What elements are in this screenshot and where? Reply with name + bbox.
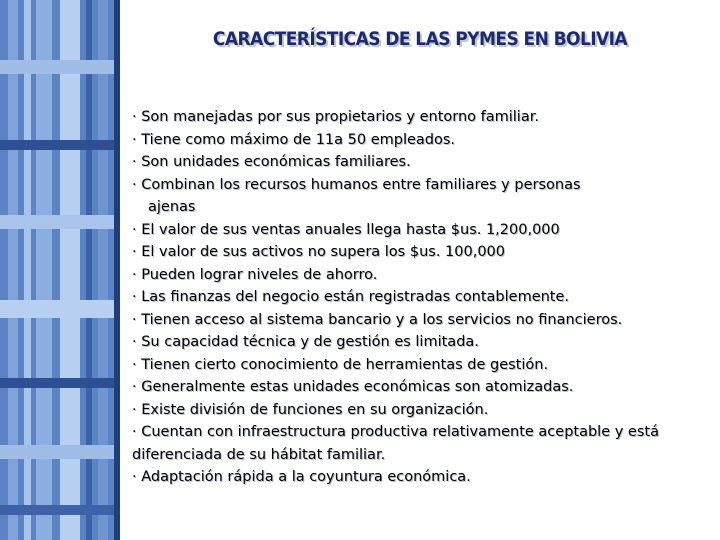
- sidebar-band: [0, 215, 114, 229]
- decorative-sidebar: [0, 0, 120, 540]
- sidebar-band: [0, 505, 114, 515]
- bullet-list: [132, 106, 717, 489]
- bullet-item: · Tienen acceso al sistema bancario y a los servicios no financieros.: [132, 311, 623, 328]
- bullet-item: · Tiene como máximo de 11a 50 empleados.: [132, 131, 456, 148]
- bullet-item: · El valor de sus activos no supera los $us. 100,000: [132, 244, 505, 260]
- sidebar-band: [0, 445, 114, 459]
- sidebar-stripe: [86, 0, 92, 540]
- sidebar-band: [0, 378, 114, 388]
- bullet-item: · Tienen cierto conocimiento de herramientas de gestión.: [132, 356, 549, 373]
- sidebar-band: [0, 300, 114, 318]
- bullet-item: · El valor de sus ventas anuales llega hasta $us. 1,200,000: [132, 221, 560, 238]
- bullet-continuation: diferenciada de su hábitat familiar.: [132, 446, 386, 463]
- sidebar-band: [0, 60, 114, 74]
- sidebar-stripe: [60, 0, 80, 540]
- bullet-item: · Son unidades económicas familiares.: [132, 154, 411, 170]
- bullet-item: · Generalmente estas unidades económicas son atomizadas.: [132, 379, 574, 395]
- bullet-continuation: ajenas: [148, 199, 196, 215]
- bullet-item: · Pueden lograr niveles de ahorro.: [132, 266, 378, 283]
- bullet-item: · Combinan los recursos humanos entre familiares y personas: [132, 176, 581, 193]
- sidebar-band: [0, 140, 114, 150]
- bullet-item: · Cuentan con infraestructura productiva relativamente aceptable y está: [132, 424, 659, 440]
- sidebar-stripe: [36, 0, 52, 540]
- bullet-item: · Son manejadas por sus propietarios y entorno familiar.: [132, 109, 539, 125]
- sidebar-stripe: [98, 0, 108, 540]
- slide-title: CARACTERÍSTICAS DE LAS PYMES EN BOLIVIA: [212, 28, 628, 50]
- bullet-item: · Adaptación rápida a la coyuntura económica.: [132, 469, 471, 485]
- sidebar-edge: [114, 0, 120, 540]
- bullet-item: · Las finanzas del negocio están registradas contablemente.: [132, 289, 570, 305]
- sidebar-stripe: [24, 0, 31, 540]
- bullet-item: · Existe división de funciones en su organización.: [132, 401, 489, 418]
- bullet-item: · Su capacidad técnica y de gestión es limitada.: [132, 334, 479, 350]
- sidebar-stripe: [8, 0, 18, 540]
